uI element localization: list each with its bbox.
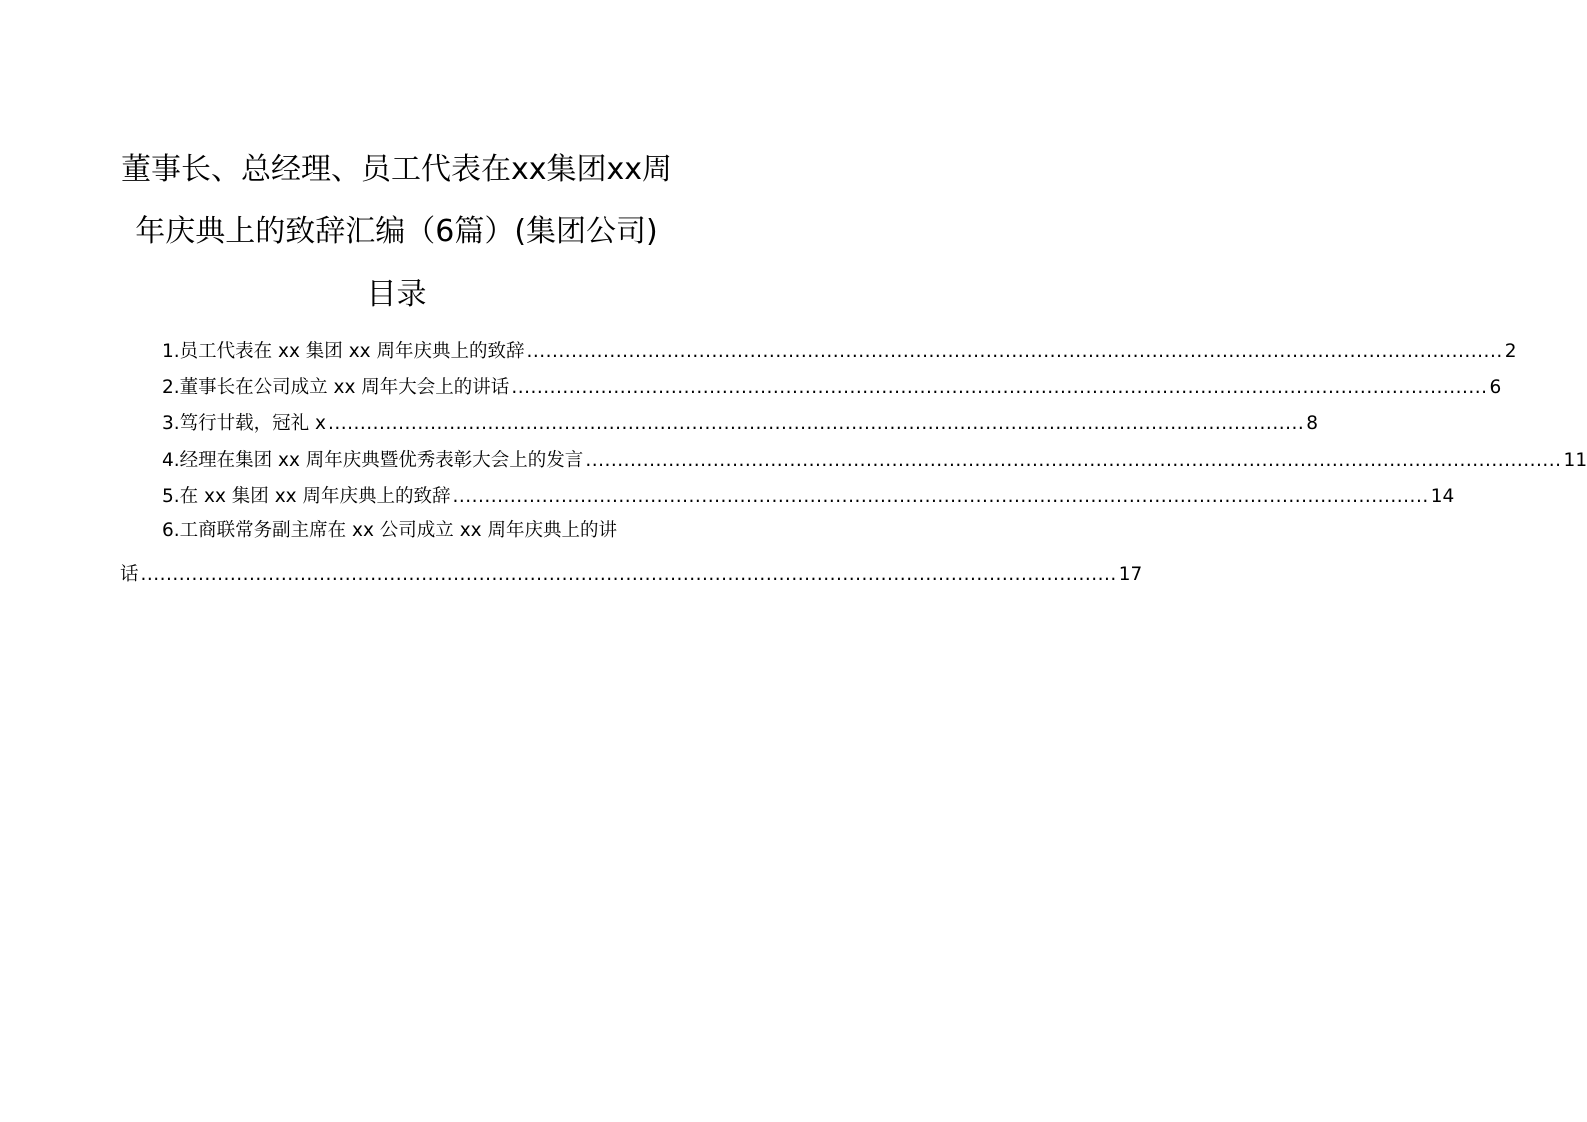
document-title-line-2: 年庆典上的致辞汇编（6篇）(集团公司): [135, 214, 658, 249]
toc-entry-6-line-1[interactable]: 6.工商联常务副主席在 xx 公司成立 xx 周年庆典上的讲: [162, 520, 617, 541]
toc-dot-leader: .........................................................................................................................................................: [452, 486, 1429, 507]
toc-page-number: 6: [1489, 377, 1502, 398]
toc-entry-text: 话: [120, 564, 139, 585]
toc-entry-5[interactable]: [120, 480, 1455, 510]
toc-entry-text: 1.员工代表在 xx 集团 xx 周年庆典上的致辞: [162, 341, 525, 362]
toc-entry-1[interactable]: [120, 335, 1517, 365]
toc-page-number: 8: [1306, 413, 1318, 434]
toc-entry-text: 2.董事长在公司成立 xx 周年大会上的讲话: [162, 377, 510, 398]
toc-page-number: 2: [1504, 341, 1517, 362]
toc-entry-2[interactable]: [120, 371, 1502, 401]
toc-dot-leader: .........................................................................................................................................................: [585, 450, 1562, 471]
toc-dot-leader: .........................................................................................................................................................: [327, 413, 1305, 434]
toc-entry-3[interactable]: [120, 407, 1318, 437]
toc-heading: 目录: [366, 277, 427, 312]
toc-dot-leader: .........................................................................................................................................................: [140, 564, 1117, 585]
toc-page-number: 11: [1563, 450, 1587, 471]
toc-entry-4[interactable]: [120, 444, 1587, 474]
toc-page-number: 17: [1118, 564, 1143, 585]
toc-entry-text: 3.笃行廿载，冠礼 x: [162, 413, 326, 434]
document-title-line-1: 董事长、总经理、员工代表在xx集团xx周: [120, 152, 672, 187]
toc-entry-6-line-2[interactable]: [120, 558, 1143, 588]
toc-entry-text: 5.在 xx 集团 xx 周年庆典上的致辞: [162, 486, 451, 507]
toc-dot-leader: .........................................................................................................................................................: [511, 377, 1488, 398]
toc-dot-leader: .........................................................................................................................................................: [526, 341, 1503, 362]
toc-page-number: 14: [1430, 486, 1455, 507]
toc-entry-text: 4.经理在集团 xx 周年庆典暨优秀表彰大会上的发言: [162, 450, 584, 471]
